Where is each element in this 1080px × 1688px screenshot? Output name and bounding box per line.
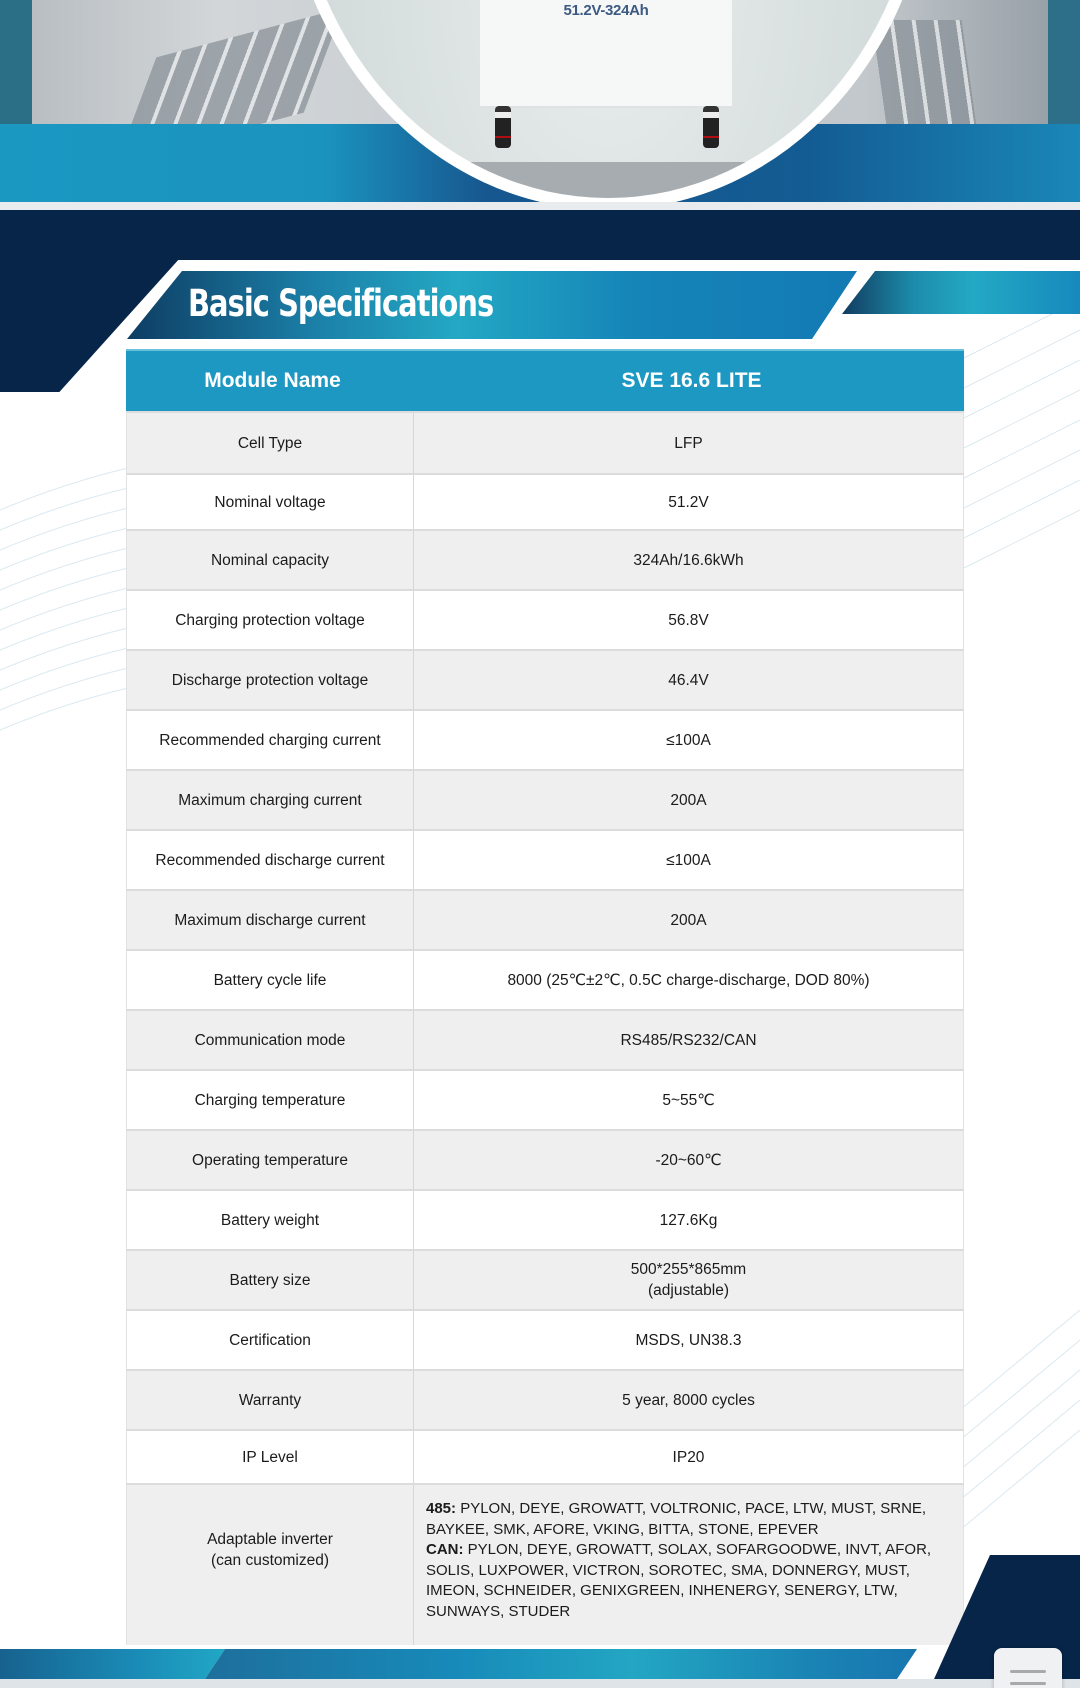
row-label: Warranty — [126, 1371, 414, 1429]
row-value-line1: 500*255*865mm — [630, 1261, 747, 1278]
battery-product-image — [480, 0, 732, 108]
row-label-line2: (can customized) — [210, 1552, 329, 1569]
row-value: 46.4V — [414, 651, 964, 709]
row-value — [414, 1251, 964, 1309]
specifications-table — [126, 349, 964, 1645]
row-label: Charging temperature — [126, 1071, 414, 1129]
table-row — [126, 1309, 964, 1369]
table-row — [126, 1189, 964, 1249]
rs485-tag: 485: — [426, 1500, 457, 1517]
row-value: 127.6Kg — [414, 1191, 964, 1249]
floating-menu-button[interactable] — [994, 1648, 1062, 1688]
table-row — [126, 411, 964, 473]
table-row — [126, 1009, 964, 1069]
row-value: LFP — [414, 413, 964, 473]
row-value: 8000 (25℃±2℃, 0.5C charge-discharge, DOD 80%) — [414, 951, 964, 1009]
row-label-line1: Adaptable inverter — [207, 1531, 333, 1548]
row-value: MSDS, UN38.3 — [414, 1311, 964, 1369]
row-label: Battery cycle life — [126, 951, 414, 1009]
compatible-inverter-list — [426, 1499, 953, 1622]
table-row — [126, 473, 964, 529]
table-row — [126, 589, 964, 649]
section-title: Basic Specifications — [188, 282, 494, 325]
table-row — [126, 829, 964, 889]
table-row — [126, 649, 964, 709]
row-label: Communication mode — [126, 1011, 414, 1069]
table-row — [126, 709, 964, 769]
table-row — [126, 1249, 964, 1309]
table-row — [126, 1369, 964, 1429]
row-label: Nominal capacity — [126, 531, 414, 589]
row-label: Recommended discharge current — [126, 831, 414, 889]
footer-band-main — [205, 1649, 917, 1679]
table-row — [126, 769, 964, 829]
table-row — [126, 1429, 964, 1483]
row-value: 51.2V — [414, 475, 964, 529]
row-value: ≤100A — [414, 711, 964, 769]
table-row — [126, 1129, 964, 1189]
footer-strip — [0, 1679, 1080, 1688]
row-label: Recommended charging current — [126, 711, 414, 769]
table-header — [126, 349, 964, 411]
header-model-value: SVE 16.6 LITE — [621, 369, 762, 392]
row-label: Cell Type — [126, 413, 414, 473]
row-label: Operating temperature — [126, 1131, 414, 1189]
hero-banner — [0, 0, 1080, 210]
row-value: ≤100A — [414, 831, 964, 889]
table-row — [126, 1069, 964, 1129]
battery-model-label: 51.2V-324Ah — [563, 2, 649, 19]
table-row — [126, 889, 964, 949]
row-label: Maximum charging current — [126, 771, 414, 829]
row-value: RS485/RS232/CAN — [414, 1011, 964, 1069]
row-label: Maximum discharge current — [126, 891, 414, 949]
section-divider-band — [0, 210, 1080, 260]
table-row-inverters — [126, 1483, 964, 1645]
row-value: IP20 — [414, 1431, 964, 1483]
row-label: Certification — [126, 1311, 414, 1369]
row-value: 200A — [414, 771, 964, 829]
table-row — [126, 949, 964, 1009]
footer-band-left — [0, 1649, 225, 1679]
can-tag: CAN: — [426, 1541, 464, 1558]
row-label — [126, 1485, 414, 1645]
row-label: Battery size — [126, 1251, 414, 1309]
row-label: Battery weight — [126, 1191, 414, 1249]
battery-wheel-right — [703, 106, 719, 148]
battery-wheel-left — [495, 106, 511, 148]
row-label: Discharge protection voltage — [126, 651, 414, 709]
row-value: 5~55℃ — [414, 1071, 964, 1129]
row-value — [414, 1485, 964, 1645]
row-value: 200A — [414, 891, 964, 949]
hamburger-menu-icon — [1010, 1670, 1046, 1673]
title-accent-bar — [842, 271, 1080, 314]
can-inverter-list: PYLON, DEYE, GROWATT, SOLAX, SOFARGOODWE, INVT, AFOR, SOLIS, LUXPOWER, VICTRON, SOROTEC, SMA, DONNERGY, MUST, IMEON, SCHNEIDER, GENIXGREEN, INHENERGY, SENERGY, LTW, SUNWAYS, STUDER — [426, 1541, 932, 1620]
header-module-name: Module Name — [204, 369, 341, 392]
row-value-line2: (adjustable) — [648, 1282, 729, 1299]
row-label: Nominal voltage — [126, 475, 414, 529]
row-value: 56.8V — [414, 591, 964, 649]
rs485-inverter-list: PYLON, DEYE, GROWATT, VOLTRONIC, PACE, LTW, MUST, SRNE, BAYKEE, SMK, AFORE, VKING, BITTA, STONE, EPEVER — [426, 1500, 927, 1538]
table-row — [126, 529, 964, 589]
row-value: 5 year, 8000 cycles — [414, 1371, 964, 1429]
row-label: Charging protection voltage — [126, 591, 414, 649]
row-value: 324Ah/16.6kWh — [414, 531, 964, 589]
row-value: -20~60℃ — [414, 1131, 964, 1189]
row-label: IP Level — [126, 1431, 414, 1483]
